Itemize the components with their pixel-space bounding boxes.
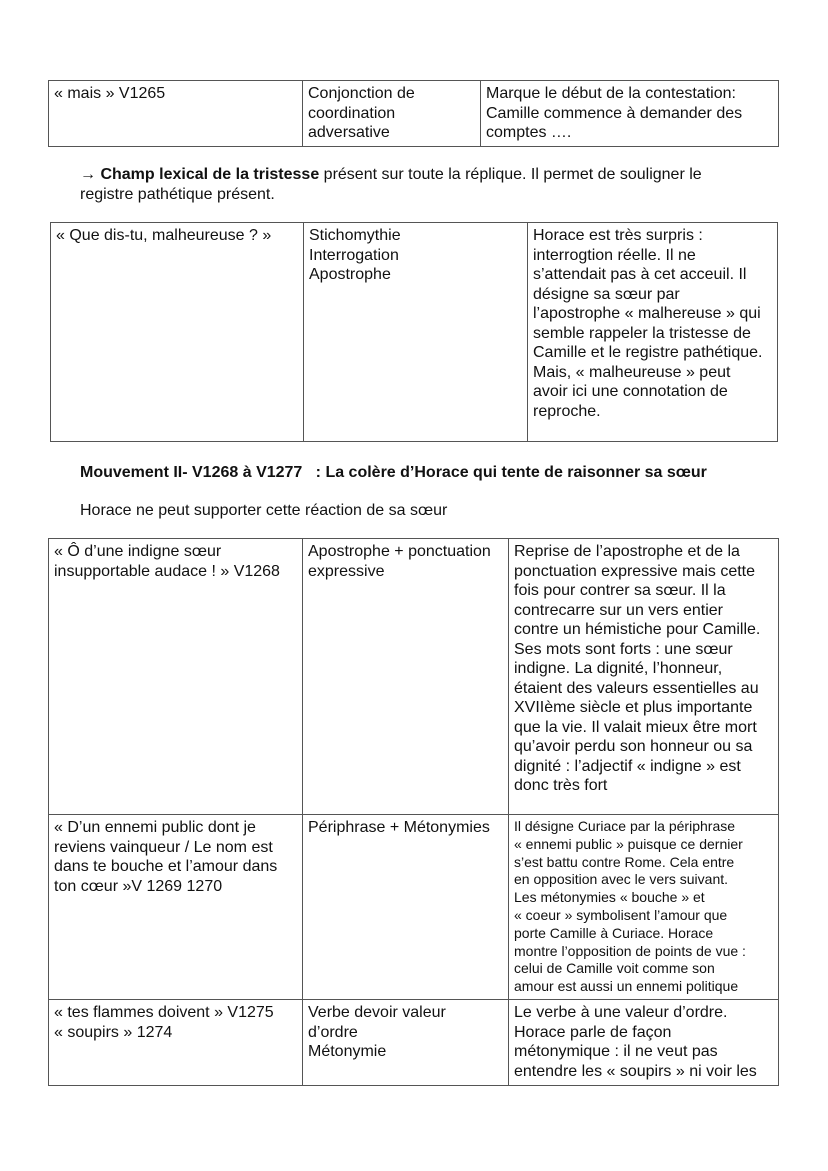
table-cell-quote: « mais » V1265 xyxy=(49,81,303,147)
table-cell-figure: Apostrophe + ponctuation expressive xyxy=(303,539,509,815)
table-cell-quote: « Que dis-tu, malheureuse ? » xyxy=(51,223,304,442)
table-cell-figure: Verbe devoir valeur d’ordre Métonymie xyxy=(303,1000,509,1086)
table-row xyxy=(51,223,778,442)
lexical-field-text: présent sur toute la réplique. Il permet de souligner le registre pathétique présent. xyxy=(80,166,702,203)
table-cell-figure: Périphrase + Métonymies xyxy=(303,815,509,1000)
lexical-field-title: Champ lexical de la tristesse xyxy=(100,166,320,183)
table-cell-figure: Stichomythie Interrogation Apostrophe xyxy=(304,223,528,442)
table-row xyxy=(49,539,779,815)
section-heading: Mouvement II- V1268 à V1277 : La colère d’Horace qui tente de raisonner sa sœur xyxy=(80,464,707,481)
table-cell-quote: « Ô d’une indigne sœur insupportable audace ! » V1268 xyxy=(49,539,303,815)
analysis-table-1 xyxy=(48,80,779,147)
table-row xyxy=(49,81,779,147)
table-row xyxy=(49,1000,779,1086)
table-cell-analysis: Le verbe à une valeur d’ordre. Horace parle de façon métonymique : il ne veut pas entendre les « soupirs » ni voir les xyxy=(509,1000,779,1086)
intro-paragraph: Horace ne peut supporter cette réaction de sa sœur xyxy=(80,502,448,519)
table-cell-analysis: Marque le début de la contestation: Camille commence à demander des comptes …. xyxy=(481,81,779,147)
arrow-icon: → xyxy=(80,166,96,183)
analysis-table-3 xyxy=(48,538,779,1086)
lexical-field-paragraph xyxy=(80,165,760,204)
table-cell-quote: « tes flammes doivent » V1275 « soupirs » 1274 xyxy=(49,1000,303,1086)
table-cell-analysis: Il désigne Curiace par la périphrase « ennemi public » puisque ce dernier s’est battu contre Rome. Cela entre en opposition avec le vers suivant. Les métonymies « bouche » et « coeur » symbolisent l’amour que porte Camille à Curiace. Horace montre l’opposition de points de vue : celui de Camille voit comme son amour est aussi un ennemi politique xyxy=(509,815,779,1000)
table-cell-quote: « D’un ennemi public dont je reviens vainqueur / Le nom est dans te bouche et l’amour dans ton cœur »V 1269 1270 xyxy=(49,815,303,1000)
table-cell-figure: Conjonction de coordination adversative xyxy=(303,81,481,147)
table-cell-analysis: Horace est très surpris : interrogtion réelle. Il ne s’attendait pas à cet acceuil. Il désigne sa sœur par l’apostrophe « malhereuse » qui semble rappeler la tristesse de Camille et le registre pathétique. Mais, « malheureuse » peut avoir ici une connotation de reproche. xyxy=(528,223,778,442)
table-row xyxy=(49,815,779,1000)
table-cell-analysis: Reprise de l’apostrophe et de la ponctuation expressive mais cette fois pour contrer sa sœur. Il la contrecarre sur un vers entier contre un hémistiche pour Camille. Ses mots sont forts : une sœur indigne. La dignité, l’honneur, étaient des valeurs essentielles au XVIIème siècle et plus importante que la vie. Il valait mieux être mort qu’avoir perdu son honneur ou sa dignité : l’adjectif « indigne » est donc très fort xyxy=(509,539,779,815)
analysis-table-2 xyxy=(50,222,778,442)
